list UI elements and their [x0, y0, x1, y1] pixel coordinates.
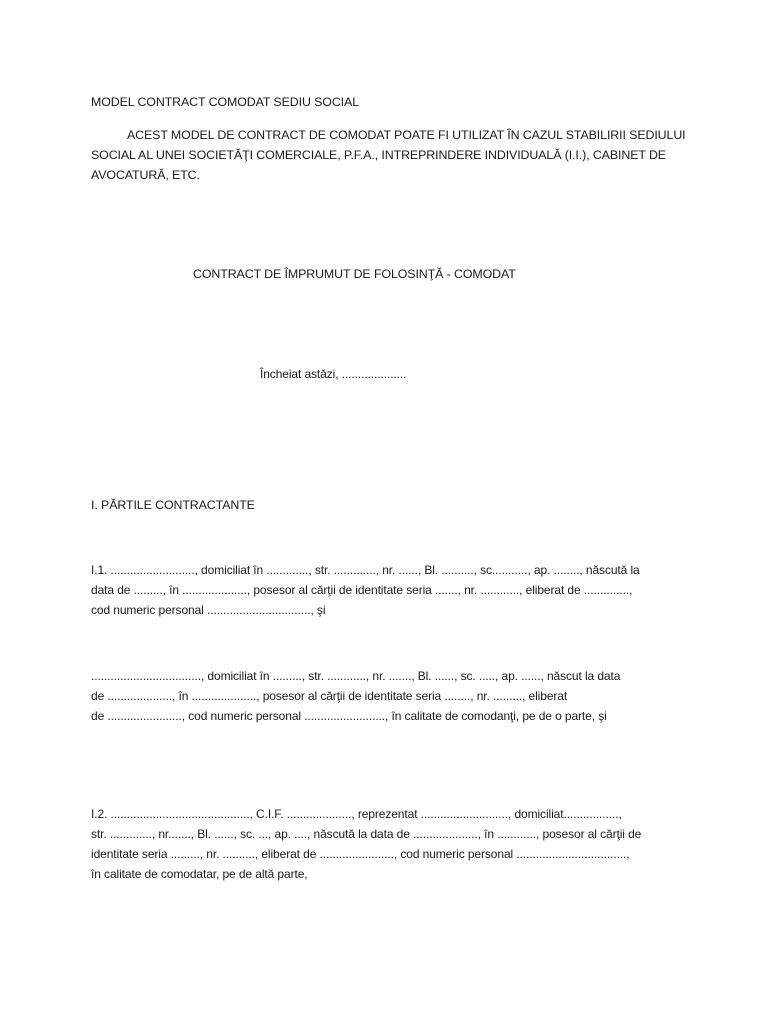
intro-line-2: SOCIAL AL UNEI SOCIETĂŢI COMERCIALE, P.F.A., INTREPRINDERE INDIVIDUALĂ (I.I.), CABINET DE: [91, 148, 666, 162]
contract-title: CONTRACT DE ÎMPRUMUT DE FOLOSINŢĂ - COMODAT: [193, 267, 516, 281]
clause-1-1-line-1: I.1. .........................., domiciliat în ............., str. ............., nr. ......, Bl. .........., sc..........., ap. ........, născută la: [91, 563, 640, 577]
clause-1-1b-line-2: de ...................., în ...................., posesor al cărţii de identitate seria ........, nr. ........., eliberat: [91, 689, 568, 703]
section-1-heading: I. PĂRTILE CONTRACTANTE: [91, 498, 255, 512]
clause-1-1-line-3: cod numeric personal ................................, şi: [91, 603, 326, 617]
intro-line-1: ACEST MODEL DE CONTRACT DE COMODAT POATE FI UTILIZAT ÎN CAZUL STABILIRII SEDIULUI: [127, 128, 686, 142]
clause-1-1b-line-3: de ......................., cod numeric personal ........................., în calitate de comodanţi, pe de o parte, şi: [91, 709, 607, 723]
clause-1-2-line-1: I.2. ..........................................., C.I.F. ...................., reprezentat ..........................., domiciliat.................,: [91, 807, 622, 821]
intro-line-3: AVOCATURĂ, ETC.: [91, 168, 200, 182]
clause-1-2-line-3: identitate seria ........., nr. .........., eliberat de ......................., cod numeric personal ..................................,: [91, 847, 630, 861]
concluded-date: Încheiat astăzi, ....................: [260, 367, 407, 381]
document-title: MODEL CONTRACT COMODAT SEDIU SOCIAL: [91, 95, 359, 109]
clause-1-2-line-4: în calitate de comodatar, pe de altă parte,: [91, 867, 308, 881]
clause-1-2-line-2: str. ............., nr......., Bl. ......, sc. ..., ap. ...., născută la data de ...................., în ............, posesor al cărţii de: [91, 827, 642, 841]
clause-1-1b-line-1: .................................., domiciliat în ........., str. ............, nr. ......., Bl. ......, sc. ....., ap. ......, născut la data: [91, 669, 621, 683]
clause-1-1-line-2: data de ........., în ...................., posesor al cărţii de identitate seria ......., nr. ............, eliberat de ..............,: [91, 583, 633, 597]
